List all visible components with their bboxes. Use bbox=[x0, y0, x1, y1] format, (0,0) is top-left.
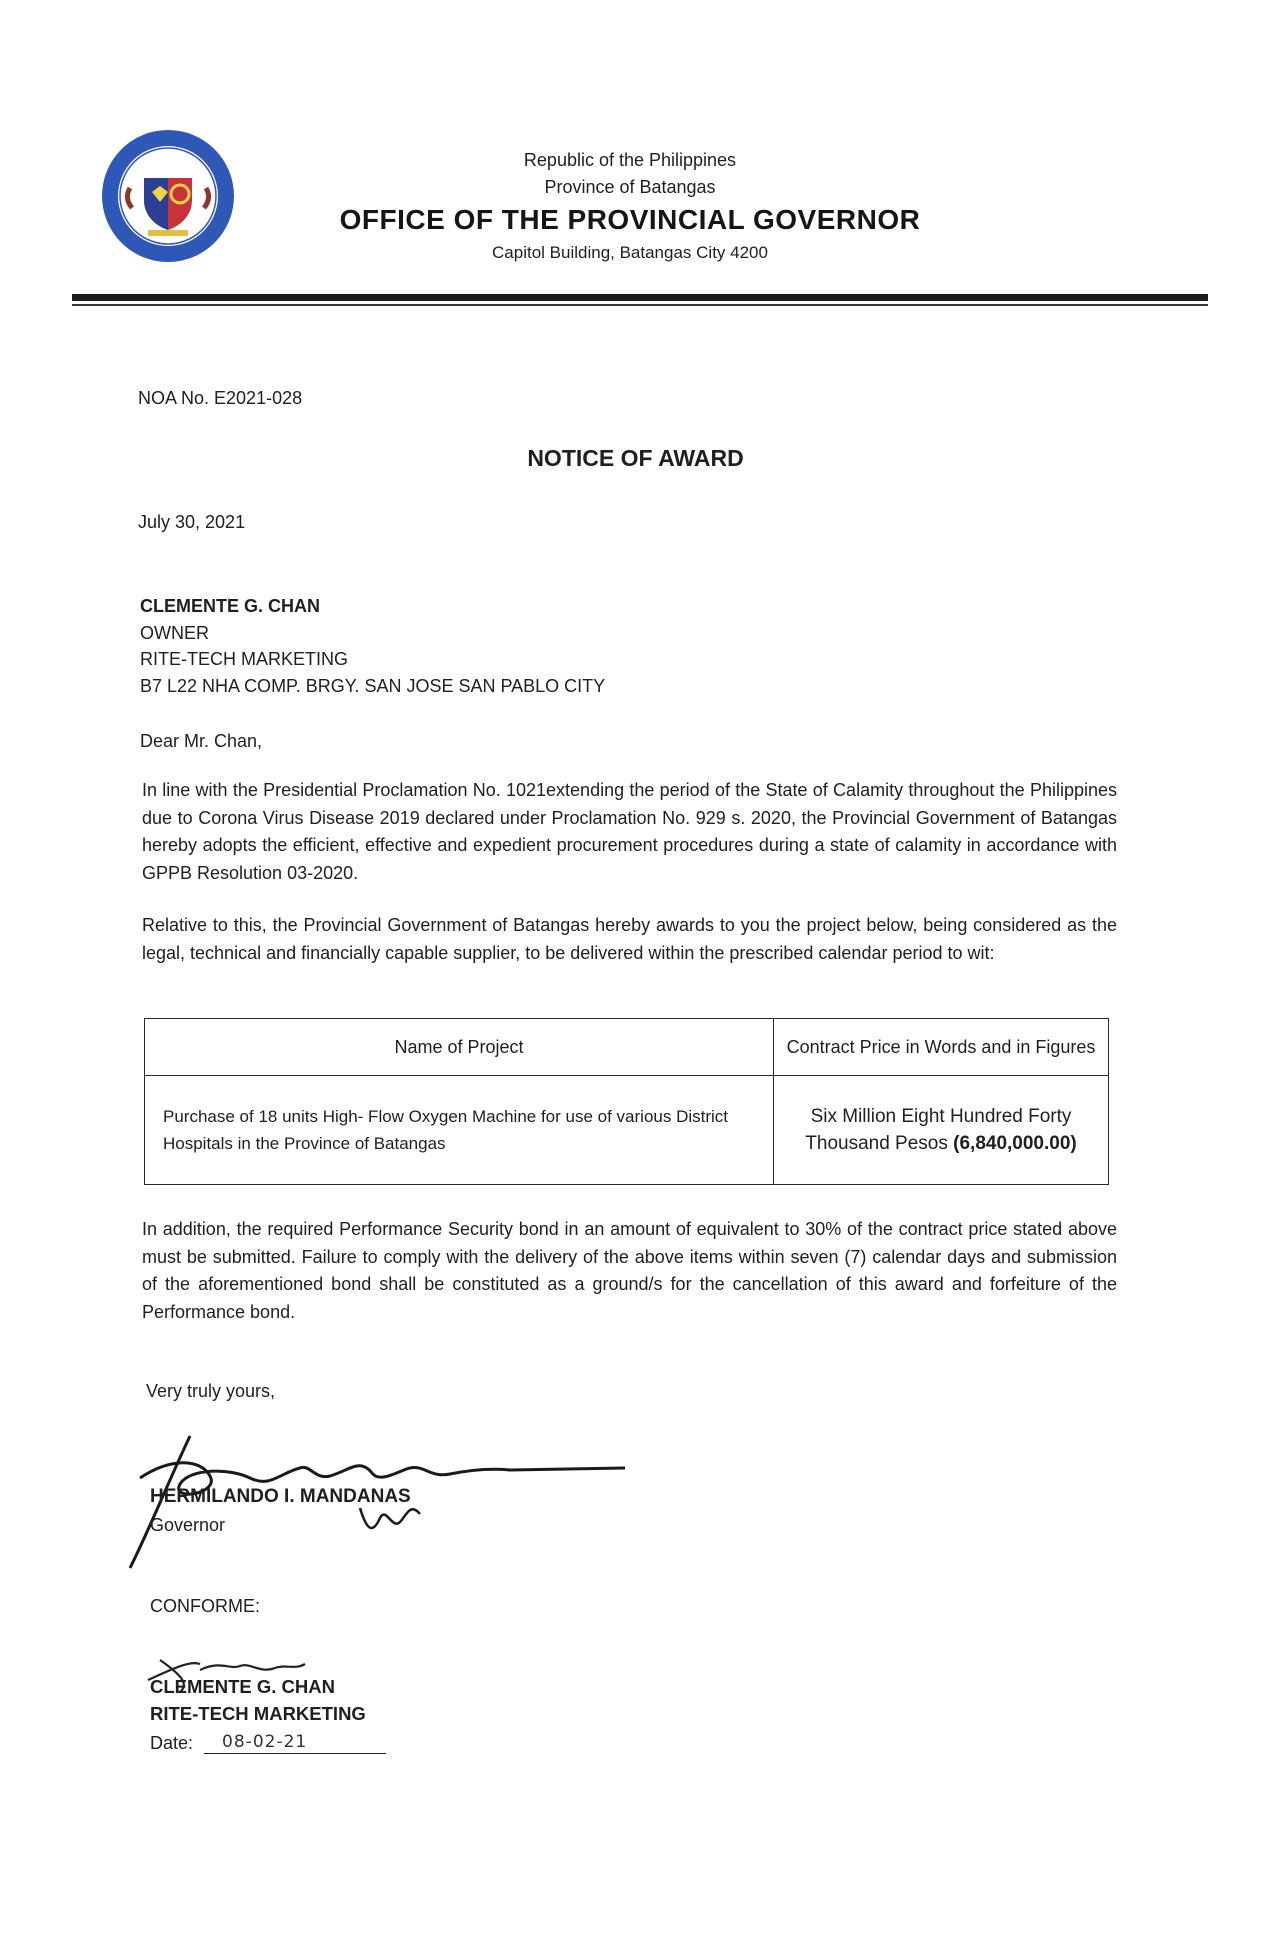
conforme-date-label: Date: bbox=[150, 1733, 194, 1753]
project-name-cell: Purchase of 18 units High- Flow Oxygen Machine for use of various District Hospitals in the Province of Batangas bbox=[145, 1076, 774, 1185]
conforme-date-value: 08-02-21 bbox=[222, 1732, 308, 1752]
noa-number: NOA No. E2021-028 bbox=[138, 388, 303, 408]
document-date: July 30, 2021 bbox=[138, 512, 246, 532]
signatory-name: HERMILANDO I. MANDANAS bbox=[150, 1486, 411, 1507]
paragraph-award: Relative to this, the Provincial Government of Batangas hereby awards to you the project below, being considered as the legal, technical and financially capable supplier, to be delivered within the prescribed calendar period to wit: bbox=[142, 915, 1117, 963]
price-figures: (6,840,000.00) bbox=[953, 1133, 1077, 1154]
award-table bbox=[144, 1018, 1109, 1185]
header-address: Capitol Building, Batangas City 4200 bbox=[492, 243, 768, 262]
header-contract-price: Contract Price in Words and in Figures bbox=[774, 1019, 1109, 1076]
conforme-label: CONFORME: bbox=[150, 1596, 260, 1616]
salutation: Dear Mr. Chan, bbox=[140, 731, 263, 751]
conforme-signature-icon bbox=[140, 1640, 340, 1710]
recipient-position: OWNER bbox=[140, 622, 209, 643]
recipient-company: RITE-TECH MARKETING bbox=[140, 649, 349, 669]
table-row bbox=[145, 1076, 1109, 1185]
price-words: Six Million Eight Hundred Forty Thousand Pesos bbox=[805, 1106, 1072, 1154]
conforme-name: CLEMENTE G. CHAN bbox=[150, 1676, 335, 1697]
conforme-date-line bbox=[150, 1731, 386, 1754]
recipient-block bbox=[140, 593, 605, 699]
paragraph-performance-bond: In addition, the required Performance Security bond in an amount of equivalent to 30% of the contract price stated above must be submitted. Failure to comply with the delivery of the above items within seven (7) calendar days and submission of the aforementioned bond shall be constituted as a ground/s for the cancellation of this award and forfeiture of the Performance bond. bbox=[142, 1219, 1117, 1322]
provincial-seal-icon bbox=[100, 128, 236, 264]
header-office: OFFICE OF THE PROVINCIAL GOVERNOR bbox=[339, 204, 921, 235]
conforme-company: RITE-TECH MARKETING bbox=[150, 1703, 366, 1724]
contract-price-cell bbox=[774, 1076, 1109, 1185]
header-province: Province of Batangas bbox=[544, 177, 716, 197]
header-divider bbox=[72, 294, 1208, 301]
paragraph-proclamation: In line with the Presidential Proclamation No. 1021extending the period of the State of Calamity throughout the Philippines due to Corona Virus Disease 2019 declared under Proclamation No. 929 s. 2020, the Provincial Government of Batangas hereby adopts the efficient, effective and expedient procurement procedures during a state of calamity in accordance with GPPB Resolution 03-2020. bbox=[142, 780, 1117, 883]
table-header-row bbox=[145, 1019, 1109, 1076]
document-title: NOTICE OF AWARD bbox=[527, 445, 744, 471]
closing: Very truly yours, bbox=[146, 1381, 276, 1401]
conforme-date-blank bbox=[204, 1731, 386, 1754]
signatory-title: Governor bbox=[150, 1515, 226, 1535]
recipient-name: CLEMENTE G. CHAN bbox=[140, 596, 320, 616]
header-divider-thin bbox=[72, 304, 1208, 306]
recipient-address: B7 L22 NHA COMP. BRGY. SAN JOSE SAN PABLO CITY bbox=[140, 675, 606, 696]
header-name-of-project: Name of Project bbox=[145, 1019, 774, 1076]
header-republic: Republic of the Philippines bbox=[523, 150, 737, 170]
